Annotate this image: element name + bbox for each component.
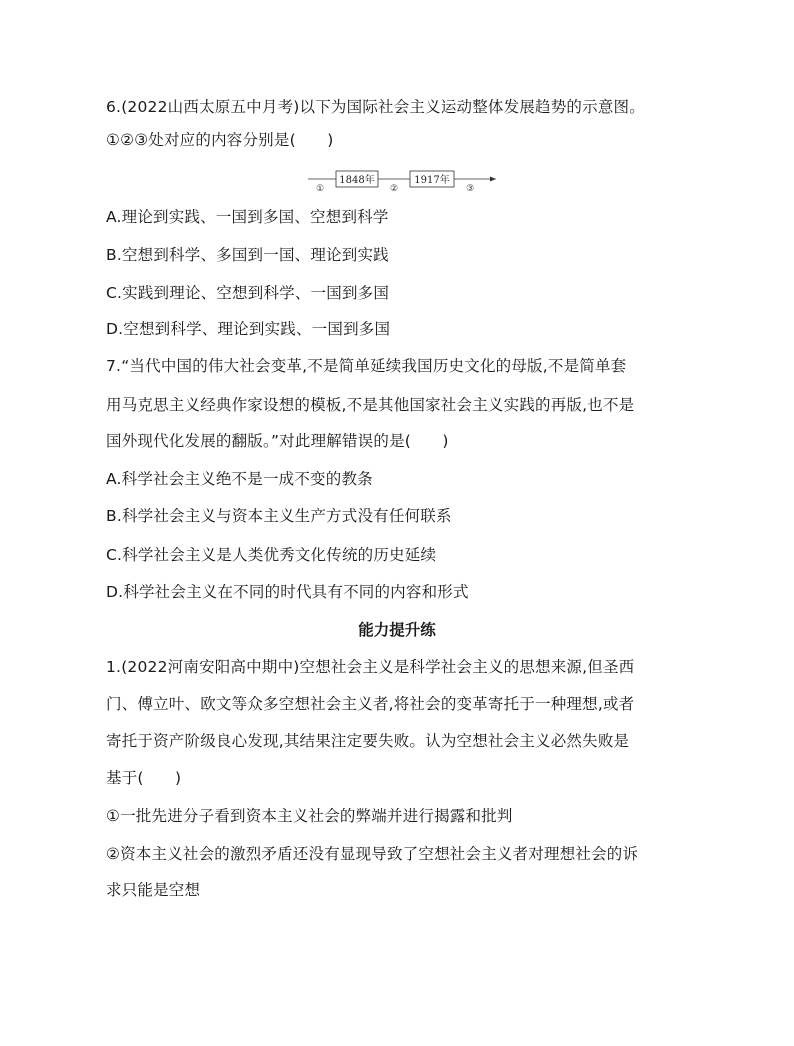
q1-stem-line-4: 基于( )	[106, 769, 182, 787]
timeline-box-1848-label: 1848年	[339, 175, 375, 186]
q7-stem-line-3: 国外现代化发展的翻版。”对此理解错误的是( )	[106, 432, 449, 450]
timeline-marker-2: ②	[389, 184, 399, 194]
q7-option-d: D.科学社会主义在不同的时代具有不同的内容和形式	[106, 583, 469, 601]
q1-item-1: ①一批先进分子看到资本主义社会的弊端并进行揭露和批判	[106, 807, 513, 825]
q1-item-2: ②资本主义社会的激烈矛盾还没有显现导致了空想社会主义者对理想社会的诉	[106, 845, 639, 863]
q6-stem-line-1: 6.(2022山西太原五中月考)以下为国际社会主义运动整体发展趋势的示意图。	[106, 98, 645, 116]
timeline-box-1917-label: 1917年	[414, 175, 450, 186]
q7-option-c: C.科学社会主义是人类优秀文化传统的历史延续	[106, 546, 437, 564]
q6-stem-line-2: ①②③处对应的内容分别是( )	[106, 131, 334, 149]
q6-option-b: B.空想到科学、多国到一国、理论到实践	[106, 246, 389, 264]
q1-item-2-continued: 求只能是空想	[106, 881, 201, 899]
timeline-marker-1: ①	[315, 184, 325, 194]
q7-stem-line-1: 7.“当代中国的伟大社会变革,不是简单延续我国历史文化的母版,不是简单套	[106, 357, 627, 375]
q1-stem-line-2: 门、傅立叶、欧文等众多空想社会主义者,将社会的变革寄托于一种理想,或者	[106, 695, 635, 713]
q1-stem-line-3: 寄托于资产阶级良心发现,其结果注定要失败。认为空想社会主义必然失败是	[106, 732, 630, 750]
q7-stem-line-2: 用马克思主义经典作家设想的模板,不是其他国家社会主义实践的再版,也不是	[106, 396, 635, 414]
timeline-diagram	[300, 168, 500, 194]
timeline-marker-3: ③	[465, 184, 475, 194]
q1-stem-line-1: 1.(2022河南安阳高中期中)空想社会主义是科学社会主义的思想来源,但圣西	[106, 658, 635, 676]
q6-option-a: A.理论到实践、一国到多国、空想到科学	[106, 208, 389, 226]
q7-option-a: A.科学社会主义绝不是一成不变的教条	[106, 470, 373, 488]
section-title: 能力提升练	[358, 621, 436, 639]
q6-option-d: D.空想到科学、理论到实践、一国到多国	[106, 320, 391, 338]
q6-option-c: C.实践到理论、空想到科学、一国到多国	[106, 284, 390, 302]
q7-option-b: B.科学社会主义与资本主义生产方式没有任何联系	[106, 507, 452, 525]
